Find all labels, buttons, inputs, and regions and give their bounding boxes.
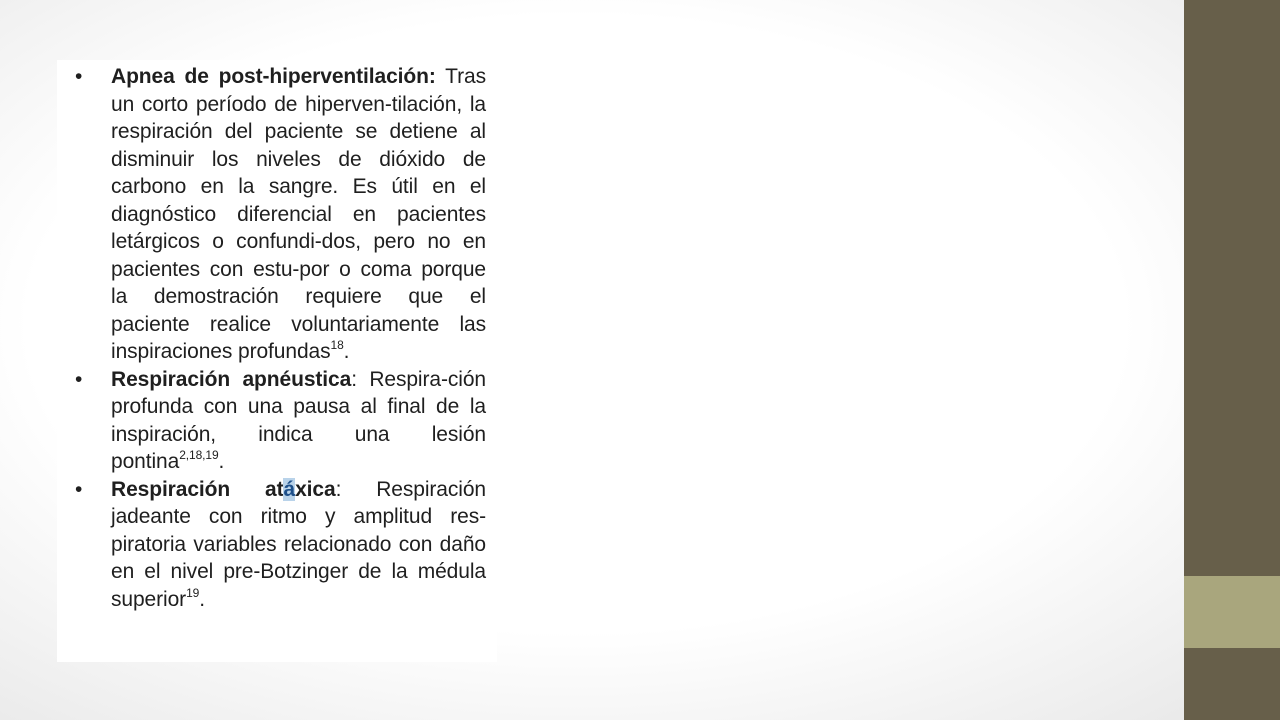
term-ataxica xyxy=(111,478,336,501)
reference-superscript: 2,18,19 xyxy=(179,448,219,462)
reference-superscript: 18 xyxy=(330,338,344,352)
document-excerpt xyxy=(57,60,497,662)
item-end: . xyxy=(218,450,225,473)
term-apneustica: Respiración apnéustica xyxy=(111,367,352,391)
bullet-icon: • xyxy=(75,65,83,88)
item-text: : Respiración jadeante con ritmo y amplitud res-piratoria variables relacionado con daño en el nivel pre-Botzinger de la médula superior xyxy=(111,477,486,611)
text-selection-highlight: á xyxy=(283,477,296,501)
item-end: . xyxy=(343,340,350,363)
term-part: Respiración at xyxy=(111,477,284,501)
sidebar-accent-block xyxy=(1184,576,1280,648)
item-text: Tras un corto período de hiperven-tilación, la respiración del paciente se detiene al disminuir los niveles de dióxido de carbono en la sangre. Es útil en el diagnóstico diferencial en pacientes letárgicos o confundi-dos, pero no en pacientes con estu-por o coma porque la demostración requiere que el paciente realice voluntariamente las inspiraciones profundas xyxy=(111,65,486,363)
list-item xyxy=(57,63,497,366)
term-apnea: Apnea de post-hiperventilación: xyxy=(111,65,436,88)
bullet-icon: • xyxy=(75,367,83,391)
item-end: . xyxy=(199,587,205,611)
reference-superscript: 19 xyxy=(186,585,200,600)
item-text: : Respira-ción profunda con una pausa al final de la inspiración, indica una lesión pontina xyxy=(111,367,486,473)
decorative-sidebar xyxy=(1184,0,1280,720)
term-part: xica xyxy=(295,477,336,501)
bullet-list xyxy=(57,63,497,613)
list-item xyxy=(57,476,497,614)
bullet-icon: • xyxy=(75,477,83,501)
list-item xyxy=(57,366,497,476)
